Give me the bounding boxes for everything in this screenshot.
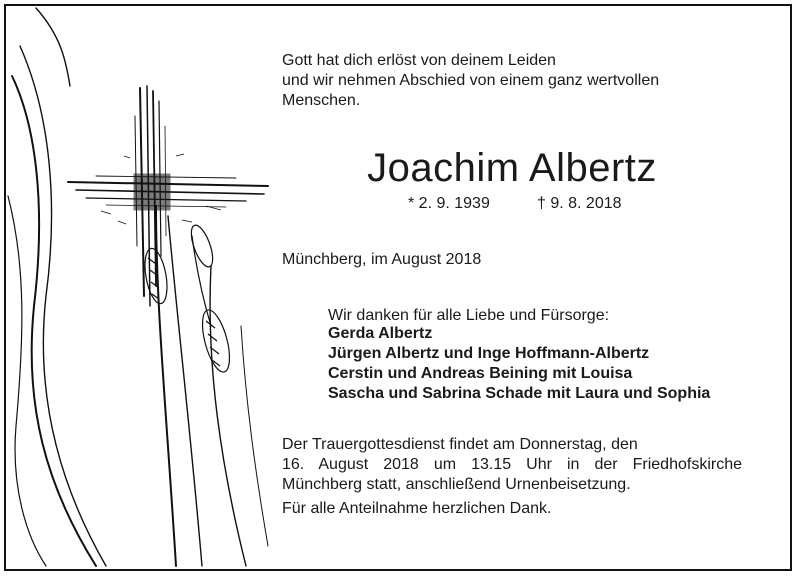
- birth-date: * 2. 9. 1939: [408, 195, 490, 212]
- family-member: Jürgen Albertz und Inge Hoffmann-Albertz: [328, 345, 650, 362]
- family-list: [328, 324, 710, 404]
- service-line: 16. August 2018 um 13.15 Uhr in der Friedhofskirche: [282, 456, 742, 473]
- place-date: Münchberg, im August 2018: [282, 251, 482, 268]
- intro-verse: [282, 51, 742, 111]
- family-member: Sascha und Sabrina Schade mit Laura und Sophia: [328, 385, 711, 402]
- service-info: [282, 435, 742, 495]
- family-member: Gerda Albertz: [328, 325, 433, 342]
- family-member: Cerstin und Andreas Beining mit Louisa: [328, 365, 633, 382]
- deceased-name: Joachim Albertz: [367, 146, 657, 190]
- cross-wheat-icon: [6, 6, 276, 569]
- service-line: Der Trauergottesdienst findet am Donnerstag, den: [282, 436, 638, 453]
- death-date: † 9. 8. 2018: [537, 195, 622, 212]
- intro-line: und wir nehmen Abschied von einem ganz wertvollen: [282, 72, 660, 89]
- intro-line: Menschen.: [282, 92, 361, 109]
- closing-thanks: Für alle Anteilnahme herzlichen Dank.: [282, 500, 552, 517]
- service-line: Münchberg statt, anschließend Urnenbeisetzung.: [282, 476, 631, 493]
- obituary-card: [4, 4, 792, 571]
- intro-line: Gott hat dich erlöst von deinem Leiden: [282, 52, 556, 69]
- thanks-line: Wir danken für alle Liebe und Fürsorge:: [328, 307, 610, 324]
